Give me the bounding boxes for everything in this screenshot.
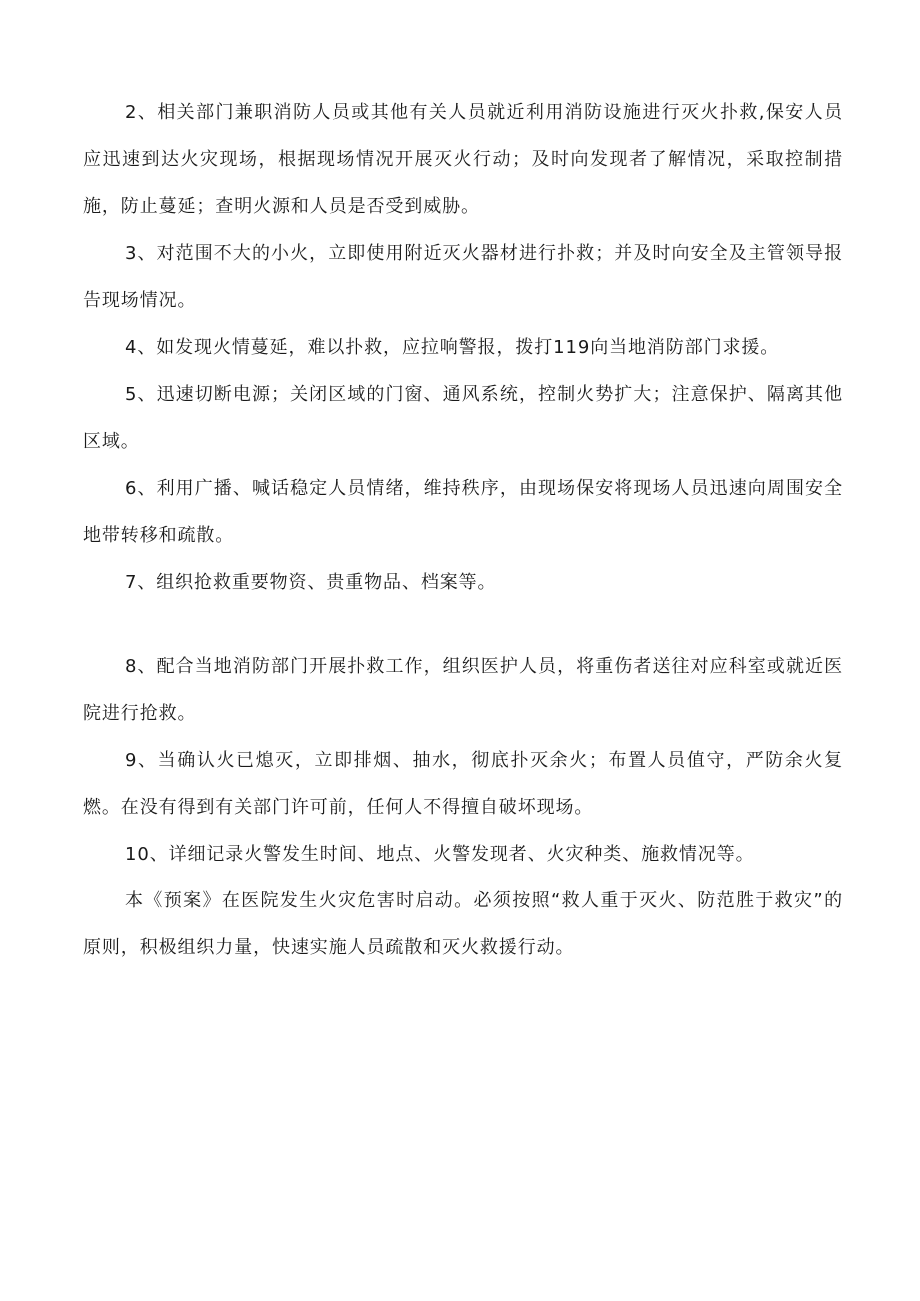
paragraph-item-6: 6、利用广播、喊话稳定人员情绪，维持秩序，由现场保安将现场人员迅速向周围安全地带转移和疏散。 <box>83 478 843 546</box>
paragraph-item-10: 10、详细记录火警发生时间、地点、火警发现者、火灾种类、施救情况等。 <box>125 844 755 865</box>
document-body <box>83 89 843 971</box>
paragraph-item-7: 7、组织抢救重要物资、贵重物品、档案等。 <box>125 572 497 593</box>
paragraph-item-5: 5、迅速切断电源；关闭区域的门窗、通风系统，控制火势扩大；注意保护、隔离其他区域。 <box>83 384 843 452</box>
paragraph-item-3: 3、对范围不大的小火，立即使用附近灭火器材进行扑救；并及时向安全及主管领导报告现场情况。 <box>83 243 843 311</box>
paragraph-item-9: 9、当确认火已熄灭，立即排烟、抽水，彻底扑灭余火；布置人员值守，严防余火复燃。在没有得到有关部门许可前，任何人不得擅自破坏现场。 <box>83 750 843 818</box>
paragraph-item-8: 8、配合当地消防部门开展扑救工作，组织医护人员，将重伤者送往对应科室或就近医院进行抢救。 <box>83 656 843 724</box>
paragraph-closing-statement: 本《预案》在医院发生火灾危害时启动。必须按照“救人重于灭火、防范胜于救灾”的原则，积极组织力量，快速实施人员疏散和灭火救援行动。 <box>83 890 843 958</box>
paragraph-item-2: 2、相关部门兼职消防人员或其他有关人员就近利用消防设施进行灭火扑救,保安人员应迅速到达火灾现场，根据现场情况开展灭火行动；及时向发现者了解情况，采取控制措施，防止蔓延；查明火源和人员是否受到威胁。 <box>83 102 843 217</box>
paragraph-item-4: 4、如发现火情蔓延，难以扑救，应拉响警报，拨打119向当地消防部门求援。 <box>125 337 780 358</box>
